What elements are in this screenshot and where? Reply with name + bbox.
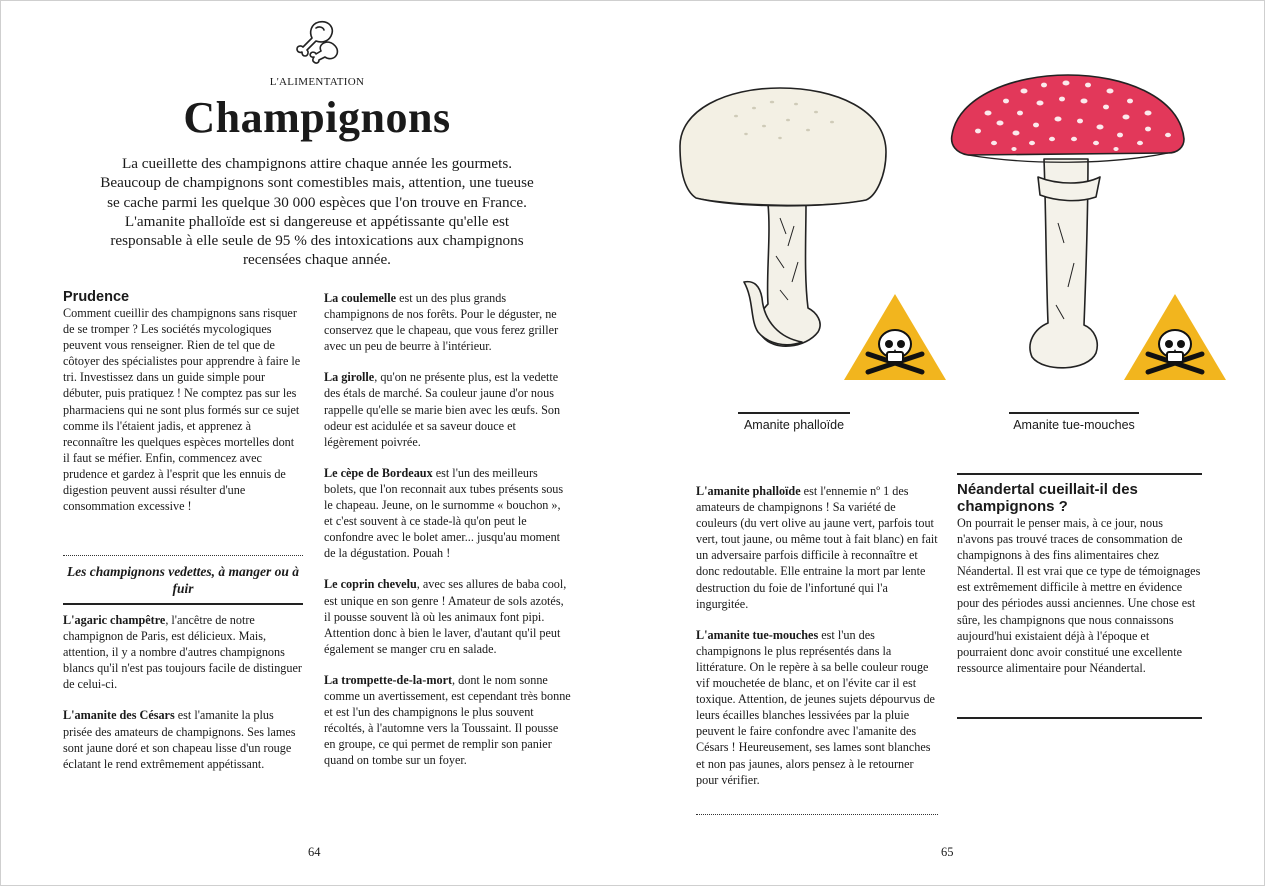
entry-coprin: [324, 576, 572, 656]
caption-rule: [738, 412, 850, 414]
sidebar-heading: Néandertal cueillait-il des champignons ?: [957, 481, 1138, 515]
entry-trompette: [324, 672, 572, 769]
page-title: Champignons: [183, 93, 451, 142]
column-1-entries: [63, 612, 303, 787]
prudence-text: Comment cueillir des champignons sans risquer de se tromper ? Les sociétés mycologiques peuvent vous renseigner. Rien de tel que de côtoyer des spécialistes pour apprendre à faire le tri. Investissez dans un guide simple pour débuter, puis pratiquez ! Ne comptez pas sur les pharmaciens qui ne sont plus formés sur ce sujet comme ils l'étaient jadis, et apprenez à reconnaître les quelques espèces mortelles dont il faut se méfier. Enfin, commencez avec prudence et gardez à l'esprit que les ennuis de digestion peuvent aussi résulter d'une consommation excessive !: [63, 306, 301, 514]
entry-amanite-cesars: [63, 707, 303, 771]
section-label: L'ALIMENTATION: [269, 76, 365, 88]
prudence-heading: Prudence: [63, 289, 130, 305]
entry-name: L'amanite des Césars: [63, 708, 175, 723]
subtitle-rule: [63, 603, 303, 605]
warning-skull-icon: [1122, 292, 1228, 382]
entry-amanite-phalloide: [696, 483, 938, 612]
caption-amanite-tue-mouches: Amanite tue-mouches: [1013, 418, 1135, 432]
entry-text: est l'ennemie nº 1 des amateurs de champignons ! Sa variété de couleurs (du vert olive au jaune vert, parfois tout vert, tout jaune, ou même tout à fait blanc) en fait un adversaire parfois difficile à reconnaître et donc redoutable. Elle entraine la mort par lente destruction du foie de l'infortuné qui l'a ingurgitée.: [696, 484, 938, 611]
drumstick-icon: [289, 18, 345, 64]
page-number-right: 65: [941, 845, 954, 859]
entry-text: , qu'on ne présente plus, est la vedette des étals de marché. Sa couleur jaune d'or nous rappelle qu'elle se marie bien avec les œufs. Son odeur est acidulée et sa saveur douce et légèrement poivrée.: [324, 370, 561, 449]
entry-name: Le cèpe de Bordeaux: [324, 465, 433, 480]
entry-name: Le coprin chevelu: [324, 577, 417, 592]
entry-text: , dont le nom sonne comme un avertissement, est cependant très bonne et est l'un des champignons le plus souvent récoltés, à l'automne vers la Toussaint. Il pousse en groupe, ce qui permet de remplir son panier quand on tombe sur un foyer.: [324, 672, 571, 768]
entry-amanite-tue-mouches: [696, 627, 938, 788]
stars-subtitle: Les champignons vedettes, à manger ou à fuir: [66, 564, 300, 596]
column-1: [63, 289, 303, 514]
sidebar-top-rule: [957, 473, 1202, 475]
entry-name: L'amanite phalloïde: [696, 484, 801, 498]
warning-skull-icon: [842, 292, 948, 382]
entry-coulemelle: [324, 290, 572, 354]
intro-paragraph: La cueillette des champignons attire chaque année les gourmets. Beaucoup de champignons sont comestibles mais, attention, une tueuse se cache parmi les quelque 30 000 espèces que l'on trouve en France. L'amanite phalloïde est si dangereuse et appétissante qu'elle est responsable à elle seule de 95 % des intoxications aux champignons recensées chaque année.: [100, 155, 534, 269]
entry-agaric: [63, 612, 303, 692]
entry-text: est l'un des meilleurs bolets, que l'on reconnait aux tubes présents sous le chapeau. Jeune, on le surnomme « bouchon », et c'est souvent à ce stade-là qu'on peut le confondre avec le bolet amer... jusqu'au moment de la dégustation. Pouah !: [324, 465, 564, 561]
entry-text: , l'ancêtre de notre champignon de Paris, est délicieux. Mais, attention, il y a nombre d'autres champignons blancs qu'il n'est pas toujours facile de distinguer de celui-ci.: [63, 613, 302, 692]
entry-text: est un des plus grands champignons de nos forêts. Pour le déguster, ne conservez que le chapeau, que vous ferez griller avec un peu de beurre à l'intérieur.: [324, 291, 559, 354]
caption-amanite-phalloide: Amanite phalloïde: [743, 418, 845, 432]
neandertal-sidebar: [957, 482, 1202, 676]
entry-text: est l'un des champignons le plus représentés dans la littérature. On le repère à sa belle couleur rouge vif mouchetée de blanc, et on l'évite car il est toxique. Attention, de jeunes sujets dépourvus de leurs écailles blanches lessivées par la pluie peuvent le faire confondre avec l'amanite des Césars ! Heureusement, ses lames sont blanches et non pas jaunes, alors pensez à le retourner pour vérifier.: [696, 627, 935, 787]
entry-name: La trompette-de-la-mort: [324, 672, 453, 687]
dotted-divider: [696, 814, 938, 815]
column-2: [324, 290, 572, 783]
column-3: [696, 483, 938, 788]
entry-name: La girolle: [324, 370, 375, 385]
sidebar-text: On pourrait le penser mais, à ce jour, nous n'avons pas trouvé traces de consommation de champignons à des fins alimentaires chez Néandertal. Il est vrai que ce type de témoignages est extrêmement difficile à mettre en évidence pour des périodes aussi anciennes. Une chose est sûre, les champignons que nous connaissons aujourd'hui existaient déjà à l'époque et pourraient donc avoir constitué une excellente ressource alimentaire pour Néandertal.: [957, 516, 1201, 675]
sidebar-bottom-rule: [957, 717, 1202, 719]
entry-text: , avec ses allures de baba cool, est unique en son genre ! Amateur de sols azotés, il pousse souvent là où les animaux font pipi. Attention donc à bien le laver, d'autant qu'il peut également se manger cru en salade.: [324, 577, 567, 656]
dotted-divider: [63, 555, 303, 556]
entry-name: L'amanite tue-mouches: [696, 627, 819, 642]
page-number-left: 64: [308, 845, 321, 859]
entry-girolle: [324, 369, 572, 449]
entry-name: L'agaric champêtre: [63, 613, 166, 627]
entry-name: La coulemelle: [324, 291, 397, 305]
caption-rule: [1009, 412, 1139, 414]
entry-text: est l'amanite la plus prisée des amateurs de champignons. Ses lames sont jaune doré et son chapeau lisse d'un rouge éclatant le rend extrêmement appétissant.: [63, 708, 296, 771]
entry-cepe: [324, 465, 572, 562]
